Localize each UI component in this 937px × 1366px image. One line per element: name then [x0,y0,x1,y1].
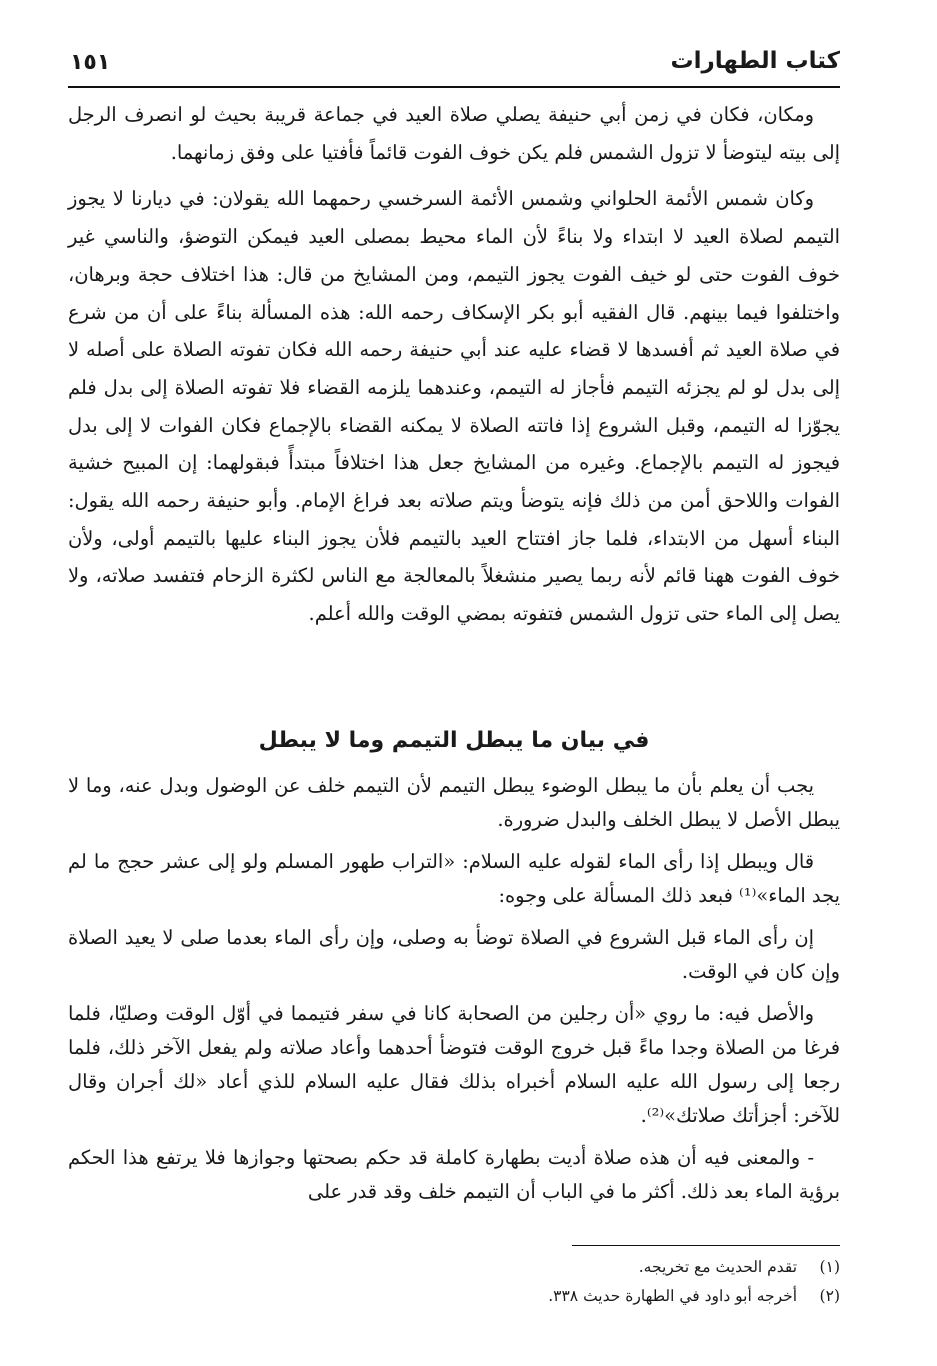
paragraph: - والمعنى فيه أن هذه صلاة أديت بطهارة كاملة قد حكم بصحتها وجوازها فلا يرتفع هذا الحكم برؤية الماء بعد ذلك. أكثر ما في الباب أن التيمم خلف وقد قدر على [68,1146,840,1203]
footnote-rule [572,1245,840,1246]
book-title: كتاب الطهارات [670,48,840,74]
page-header [68,40,840,88]
footnote-text: أخرجه أبو داود في الطهارة حديث ٣٣٨. [548,1287,798,1305]
footnotes [68,1253,840,1311]
paragraph: إن رأى الماء قبل الشروع في الصلاة توضأ به وصلى، وإن رأى الماء بعدما صلى لا يعيد الصلاة وإن كان في الوقت. [68,926,840,983]
footnote-number: (٢) [819,1287,840,1305]
paragraph-gap [68,171,840,180]
paragraph: قال ويبطل إذا رأى الماء لقوله عليه السلام: «التراب طهور المسلم ولو إلى عشر حجج ما لم يجد الماء»⁽¹⁾ فبعد ذلك المسألة على وجوه: [68,850,840,907]
footnote [68,1282,840,1311]
paragraph: ومكان، فكان في زمن أبي حنيفة يصلي صلاة العيد في جماعة قريبة بحيث لو انصرف الرجل إلى بيته ليتوضأ لا تزول الشمس فلم يكن خوف الفوت قائماً فأفتيا على وفق زمانهما. [68,103,840,164]
paragraph: يجب أن يعلم بأن ما يبطل الوضوء يبطل التيمم لأن التيمم خلف عن الوضول وبدل عنه، وما لا يبطل الأصل لا يبطل الخلف والبدل ضرورة. [68,774,840,831]
footnote-text: تقدم الحديث مع تخريجه. [638,1258,798,1276]
section-heading: في بيان ما يبطل التيمم وما لا يبطل [258,728,650,753]
paragraph: والأصل فيه: ما روي «أن رجلين من الصحابة كانا في سفر فتيمما في أوّل الوقت وصليّا، فلما فرغا من الصلاة وجدا ماءً قبل خروج الوقت فتوضأ أحدهما وأعاد صلاته ولم يفعل الآخر ذلك، فلما رجعا إلى رسول الله عليه السلام أخبراه بذلك فقال عليه السلام للذي أعاد «لك أجران وقال للآخر: أجزأتك صلاتك»⁽²⁾. [68,1002,840,1127]
footnote-number: (١) [819,1258,840,1276]
section-text [68,769,840,1217]
main-text [68,96,840,633]
footnote [68,1253,840,1282]
page-number: ١٥١ [70,50,111,75]
paragraph: وكان شمس الأئمة الحلواني وشمس الأئمة السرخسي رحمهما الله يقولان: في ديارنا لا يجوز التيمم لصلاة العيد لا ابتداء ولا بناءً لأن الماء محيط بمصلى العيد فيمكن التوضؤ، والناسي غير خوف الفوت حتى لو خيف الفوت يجوز التيمم، ومن المشايخ من قال: هذا اختلاف حجة وبرهان، واختلفوا فيما بينهم. قال الفقيه أبو بكر الإسكاف رحمه الله: هذه المسألة بناءً على أن من شرع في صلاة العيد ثم أفسدها لا قضاء عليه عند أبي حنيفة رحمه الله فكان تفوته الصلاة على أصله لا إلى بدل لو لم يجزئه التيمم فأجاز له التيمم، وعندهما يلزمه القضاء فلا تفوته الصلاة إلى بدل فلم يجوّزا له التيمم، وقبل الشروع إذا فاتته الصلاة لا يمكنه القضاء بالإجماع فكان الفوات لا إلى بدل فيجوز له التيمم بالإجماع. وغيره من المشايخ جعل هذا اختلافاً مبتدأً فبقولهما: إن المبيح خشية الفوات واللاحق أمن من ذلك فإنه يتوضأ ويتم صلاته بعد فراغ الإمام. وأبو حنيفة رحمه الله يقول: البناء أسهل من الابتداء، فلما جاز افتتاح العيد بالتيمم فلأن يجوز البناء عليها بالتيمم أولى، ولأن خوف الفوت ههنا قائم لأنه ربما يصير منشغلاً بالمعالجة مع الناس لكثرة الزحام فتفسد صلاته، ولا يصل إلى الماء حتى تزول الشمس فتفوته بمضي الوقت والله أعلم. [68,187,840,626]
header-rule [68,86,840,88]
